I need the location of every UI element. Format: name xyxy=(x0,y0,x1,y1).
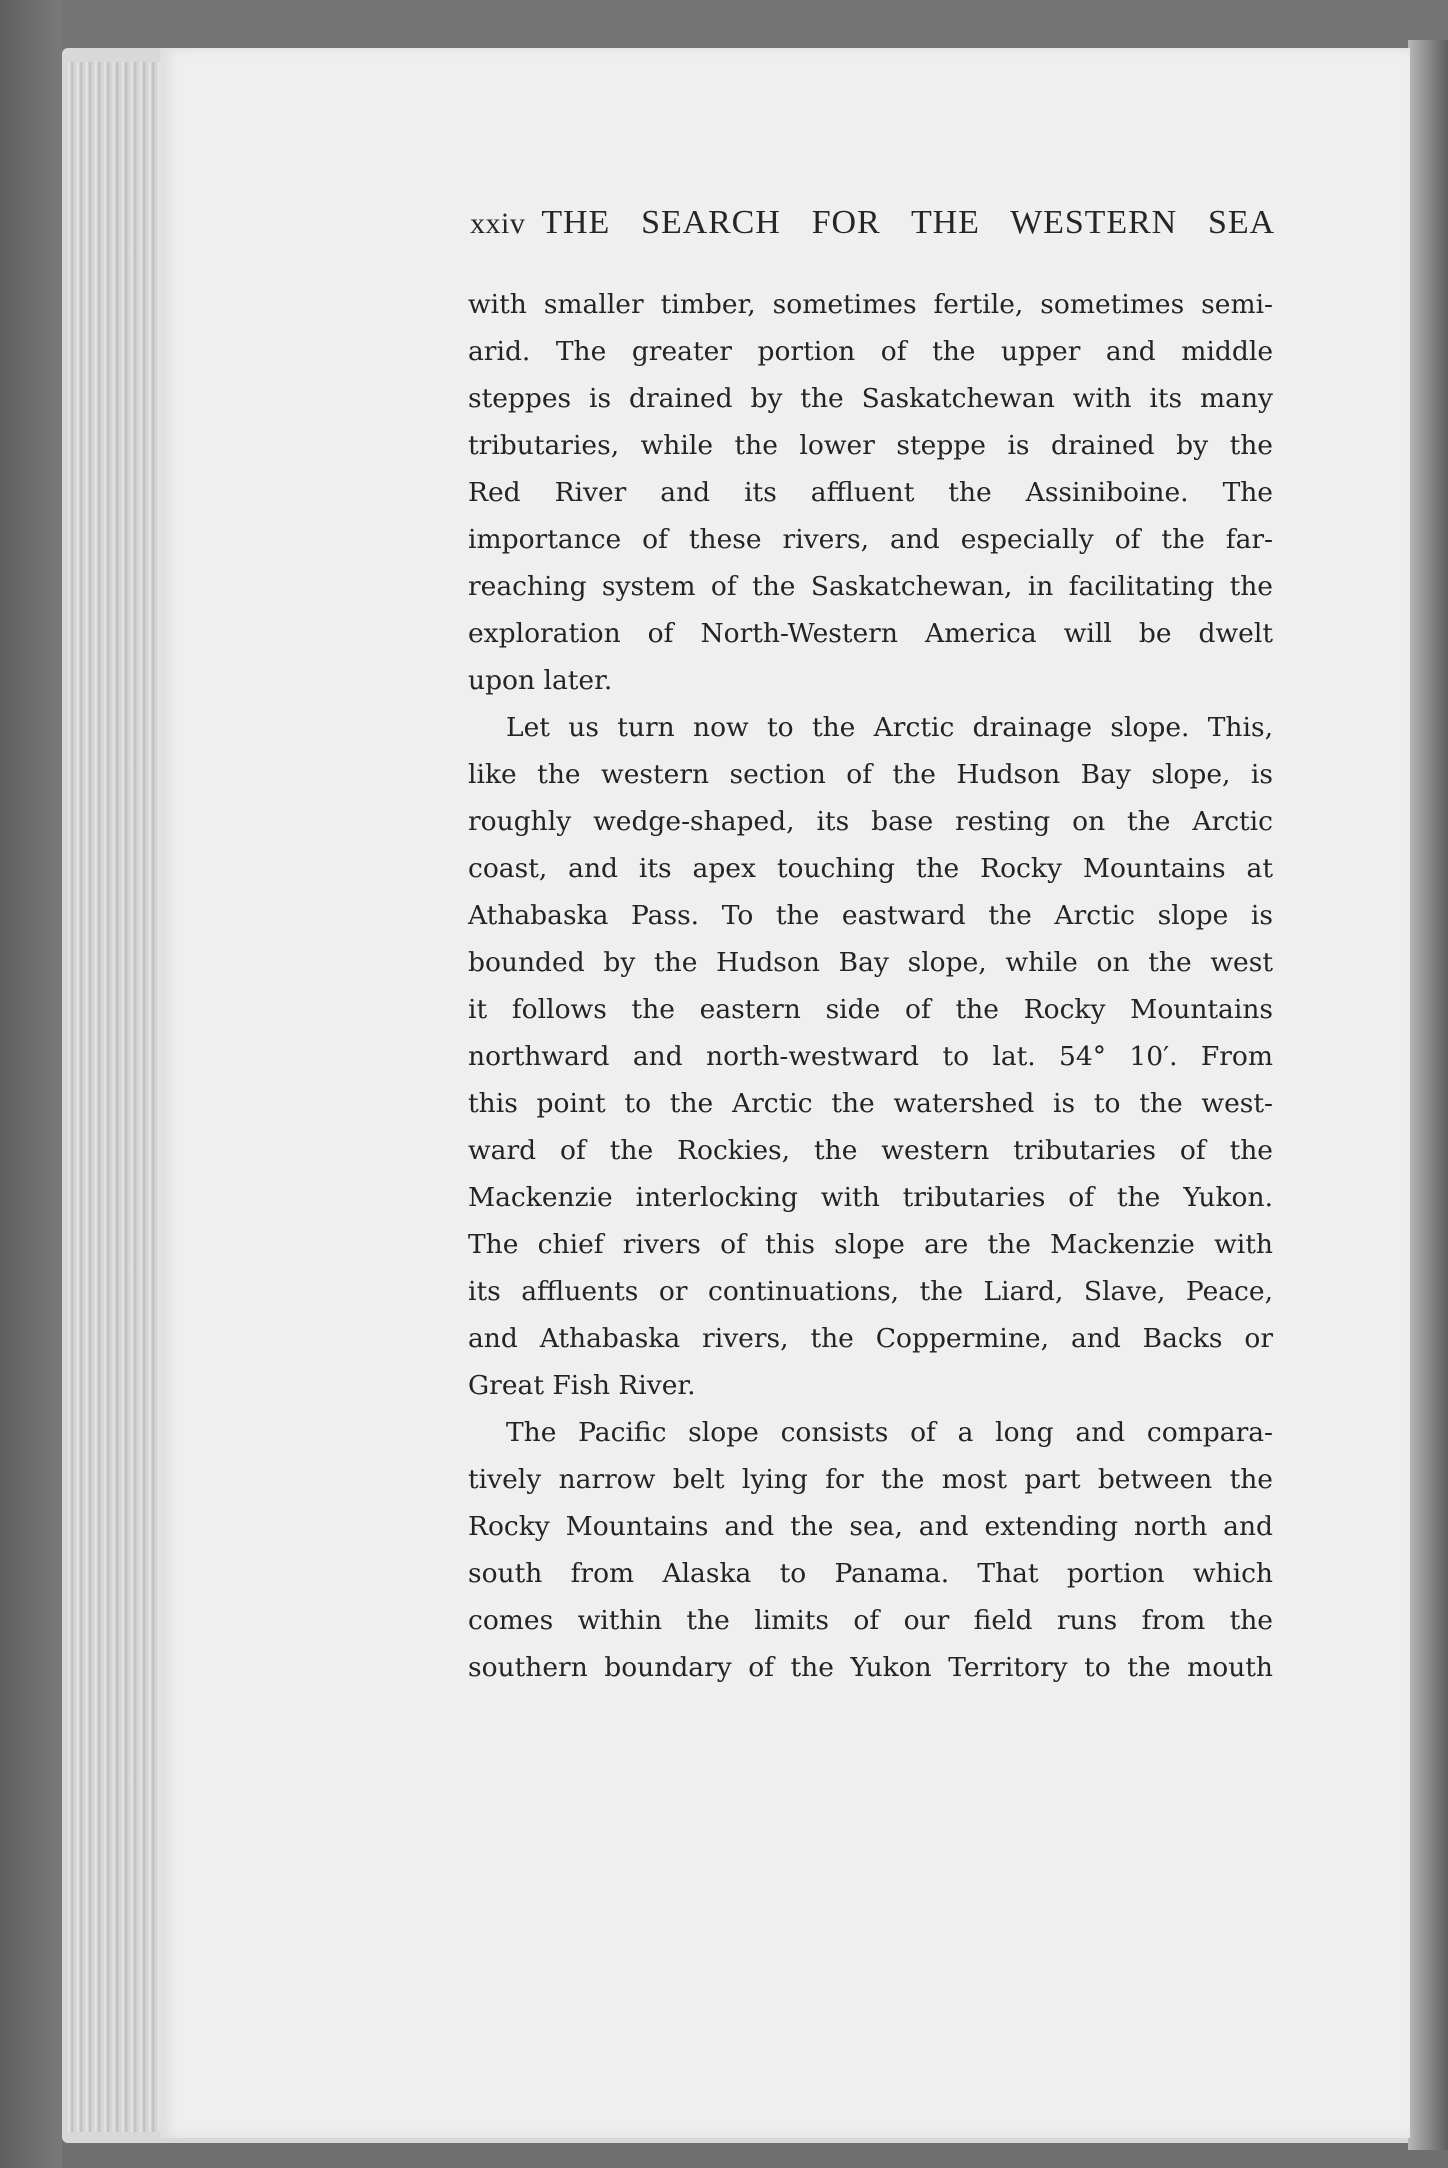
text-line: steppes is drained by the Saskatchewan with its many xyxy=(468,383,1273,414)
paragraph xyxy=(468,704,1273,1409)
text-line: and Athabaska rivers, the Coppermine, and Backs or xyxy=(468,1323,1273,1354)
text-line: tively narrow belt lying for the most part between the xyxy=(468,1464,1273,1495)
page-number: xxiv xyxy=(470,207,526,240)
text-line: it follows the eastern side of the Rocky Mountains xyxy=(468,994,1273,1025)
text-line: The Pacific slope consists of a long and compara- xyxy=(506,1417,1273,1448)
book-spine-shadow xyxy=(0,0,62,2168)
text-line: northward and north-westward to lat. 54° 10′. From xyxy=(468,1041,1273,1072)
text-line: bounded by the Hudson Bay slope, while on the west xyxy=(468,947,1273,978)
text-line: this point to the Arctic the watershed is to the west- xyxy=(468,1088,1273,1119)
text-line: ward of the Rockies, the western tributaries of the xyxy=(468,1135,1273,1166)
text-line: Let us turn now to the Arctic drainage slope. This, xyxy=(506,712,1273,743)
text-line: Great Fish River. xyxy=(468,1370,696,1401)
text-line: The chief rivers of this slope are the Mackenzie with xyxy=(468,1229,1273,1260)
body-text xyxy=(468,281,1273,1691)
text-line: southern boundary of the Yukon Territory to the mouth xyxy=(468,1652,1273,1683)
paragraph xyxy=(468,1409,1273,1691)
text-line: exploration of North-Western America will be dwelt xyxy=(468,618,1273,649)
paragraph xyxy=(468,281,1273,704)
text-line: upon later. xyxy=(468,665,613,696)
text-line: Red River and its affluent the Assiniboine. The xyxy=(468,477,1273,508)
text-line: like the western section of the Hudson Bay slope, is xyxy=(468,759,1273,790)
text-line: Mackenzie interlocking with tributaries of the Yukon. xyxy=(468,1182,1273,1213)
text-line: its affluents or continuations, the Liard, Slave, Peace, xyxy=(468,1276,1273,1307)
text-line: roughly wedge-shaped, its base resting on the Arctic xyxy=(468,806,1273,837)
page-edges xyxy=(66,62,166,2132)
text-line: Rocky Mountains and the sea, and extending north and xyxy=(468,1511,1273,1542)
scan-background xyxy=(0,0,1448,50)
running-head xyxy=(470,204,1275,242)
right-page-edge xyxy=(1408,40,1448,2150)
text-line: importance of these rivers, and especially of the far- xyxy=(468,524,1273,555)
text-line: tributaries, while the lower steppe is drained by the xyxy=(468,430,1273,461)
text-line: reaching system of the Saskatchewan, in facilitating the xyxy=(468,571,1273,602)
text-line: Athabaska Pass. To the eastward the Arctic slope is xyxy=(468,900,1273,931)
text-line: arid. The greater portion of the upper and middle xyxy=(468,336,1273,367)
text-line: comes within the limits of our field runs from the xyxy=(468,1605,1273,1636)
text-line: coast, and its apex touching the Rocky Mountains at xyxy=(468,853,1273,884)
text-line: south from Alaska to Panama. That portion which xyxy=(468,1558,1273,1589)
page-title: THE SEARCH FOR THE WESTERN SEA xyxy=(541,204,1275,241)
text-line: with smaller timber, sometimes fertile, sometimes semi- xyxy=(468,289,1273,320)
